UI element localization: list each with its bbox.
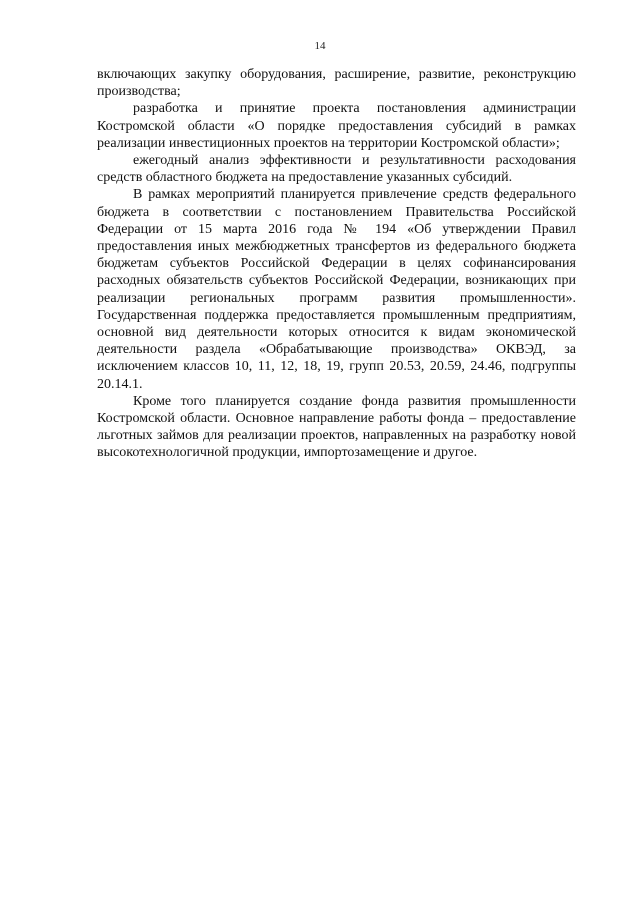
paragraph-annual-analysis: ежегодный анализ эффективности и результативности расходования средств областного бюджета на предоставление указанных субсидий. (97, 153, 576, 186)
document-body (97, 66, 576, 462)
paragraph-continuation: включающих закупку оборудования, расширение, развитие, реконструкцию производства; (97, 67, 576, 100)
paragraph-draft-resolution: разработка и принятие проекта постановления администрации Костромской области «О порядке предоставления субсидий в рамках реализации инвестиционных проектов на территории Костромской области»; (97, 101, 576, 151)
paragraph-industry-fund: Кроме того планируется создание фонда развития промышленности Костромской области. Основное направление работы фонда – предоставление льготных займов для реализации проектов, направленных на разработку новой высокотехнологичной продукции, импортозамещение и другое. (97, 393, 576, 461)
page-number: 14 (314, 40, 326, 52)
paragraph-federal-funding: В рамках мероприятий планируется привлечение средств федерального бюджета в соответствии с постановлением Правительства Российской Федерации от 15 марта 2016 года № 194 «Об утверждении Правил предоставления иных межбюджетных трансфертов из федерального бюджета бюджетам субъектов Российской Федерации в целях софинансирования расходных обязательств субъектов Российской Федерации, возникающих при реализации региональных программ развития промышленности». Государственная поддержка предоставляется промышленным предприятиям, основной вид деятельности которых относится к видам экономической деятельности раздела «Обрабатывающие производства» ОКВЭД, за исключением классов 10, 11, 12, 18, 19, групп 20.53, 20.59, 24.46, подгруппы 20.14.1. (97, 187, 576, 392)
